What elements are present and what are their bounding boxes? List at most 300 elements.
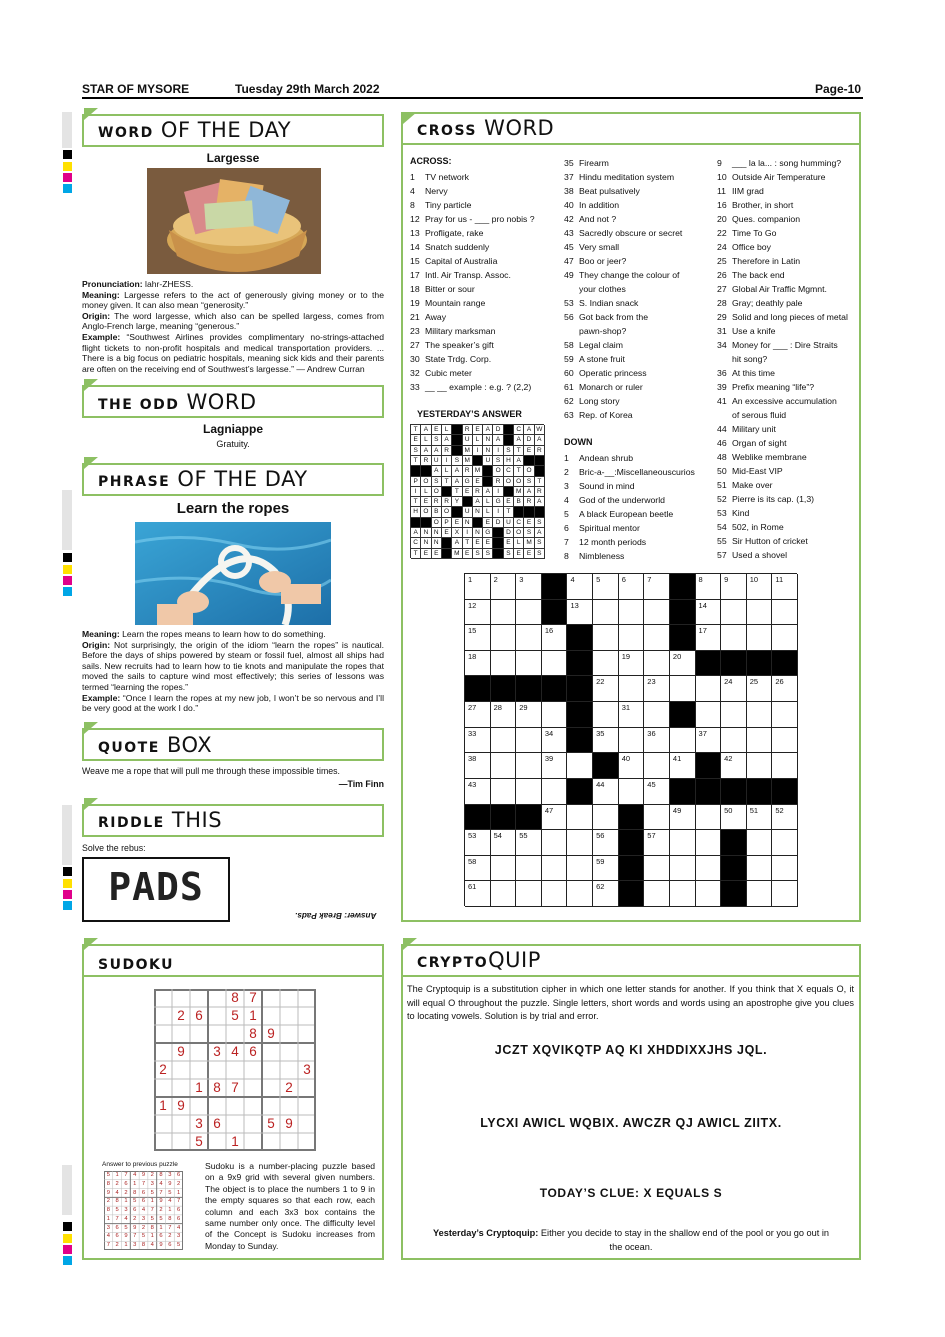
clue-text: Boo or jeer?	[579, 256, 627, 266]
clue-text: State Trdg. Corp.	[425, 354, 492, 364]
crossword-cell[interactable]: 42	[721, 753, 747, 779]
sudoku-cell[interactable]	[244, 1061, 262, 1079]
answer-letter: H	[411, 507, 421, 517]
answer-block	[524, 456, 534, 466]
crossword-cell[interactable]	[491, 651, 517, 677]
crossword-cell[interactable]	[542, 779, 568, 805]
crossword-cell[interactable]: 11	[772, 574, 798, 600]
sudoku-cell[interactable]	[154, 1115, 172, 1133]
clue-number: 4	[564, 495, 569, 505]
answer-letter: A	[514, 456, 524, 466]
sudoku-cell: 6	[133, 1207, 137, 1214]
sudoku-cell[interactable]	[172, 1025, 190, 1043]
crossword-cell[interactable]	[721, 600, 747, 626]
sudoku-cell[interactable]	[262, 1007, 280, 1025]
crossword-cell[interactable]: 4	[567, 574, 593, 600]
crossword-cell[interactable]	[567, 805, 593, 831]
clue-text: your clothes	[579, 284, 626, 294]
clue-item	[410, 268, 511, 282]
crossword-cell[interactable]: 22	[593, 676, 619, 702]
crossword-cell[interactable]	[772, 600, 798, 626]
crossword-cell[interactable]	[593, 600, 619, 626]
crossword-cell[interactable]: 45	[644, 779, 670, 805]
crossword-cell[interactable]: 9	[721, 574, 747, 600]
crossword-cell[interactable]: 6	[619, 574, 645, 600]
sudoku-cell[interactable]	[262, 1043, 280, 1061]
crossword-cell[interactable]	[772, 728, 798, 754]
crossword-cell[interactable]: 19	[619, 651, 645, 677]
sudoku-cell[interactable]	[154, 1079, 172, 1097]
sudoku-cell[interactable]	[208, 1007, 226, 1025]
crossword-block	[772, 779, 798, 805]
sudoku-cell[interactable]	[208, 989, 226, 1007]
crossword-cell[interactable]	[491, 600, 517, 626]
crossword-cell[interactable]	[747, 600, 773, 626]
crossword-cell[interactable]	[593, 625, 619, 651]
crossword-cell[interactable]	[644, 753, 670, 779]
crossword-cell[interactable]: 23	[644, 676, 670, 702]
crossword-cell[interactable]	[567, 881, 593, 907]
answer-letter: A	[421, 425, 431, 435]
crossword-cell[interactable]	[747, 830, 773, 856]
crossword-cell[interactable]	[491, 881, 517, 907]
sudoku-cell[interactable]	[280, 1061, 298, 1079]
sudoku-cell[interactable]: 9	[267, 1026, 275, 1041]
answer-letter: T	[463, 538, 473, 548]
crossword-cell[interactable]	[747, 625, 773, 651]
crossword-cell[interactable]: 8	[696, 574, 722, 600]
crossword-block	[567, 702, 593, 728]
sudoku-cell[interactable]	[262, 1079, 280, 1097]
answer-letter: E	[524, 549, 534, 559]
sudoku-cell[interactable]: 6	[195, 1008, 203, 1023]
crossword-cell[interactable]	[696, 881, 722, 907]
clue-text: Cubic meter	[425, 368, 472, 378]
crossword-cell[interactable]	[516, 651, 542, 677]
sudoku-cell[interactable]: 4	[231, 1044, 239, 1059]
clue-item	[410, 254, 497, 268]
crossword-cell[interactable]: 7	[644, 574, 670, 600]
sudoku-cell[interactable]	[262, 1061, 280, 1079]
riddle-answer-inverted: Answer: Break Pads.	[295, 911, 377, 920]
crossword-cell[interactable]: 2	[491, 574, 517, 600]
crossword-cell[interactable]: 29	[516, 702, 542, 728]
sudoku-cell[interactable]	[154, 1007, 172, 1025]
sudoku-cell[interactable]	[154, 1025, 172, 1043]
quote-text: Weave me a rope that will pull me through these impossible times.	[82, 766, 341, 776]
answer-letter: R	[535, 446, 545, 456]
crossword-cell[interactable]: 39	[542, 753, 568, 779]
sudoku-cell[interactable]: 2	[159, 1062, 167, 1077]
sudoku-cell[interactable]	[226, 1061, 244, 1079]
sudoku-cell[interactable]	[280, 1097, 298, 1115]
crossword-cell[interactable]	[644, 625, 670, 651]
crossword-cell[interactable]	[542, 881, 568, 907]
sudoku-cell: 7	[159, 1189, 163, 1196]
crossword-cell[interactable]: 24	[721, 676, 747, 702]
sudoku-cell[interactable]: 8	[231, 990, 239, 1005]
clue-number: 51	[717, 480, 727, 490]
crossword-cell[interactable]	[619, 676, 645, 702]
crossword-cell[interactable]: 34	[542, 728, 568, 754]
crossword-cell[interactable]	[747, 881, 773, 907]
clue-item	[717, 520, 784, 534]
sudoku-cell[interactable]: 7	[249, 990, 257, 1005]
sudoku-cell[interactable]	[208, 1097, 226, 1115]
crossword-block	[567, 676, 593, 702]
crossword-cell[interactable]	[747, 728, 773, 754]
answer-letter: R	[442, 497, 452, 507]
crossword-cell[interactable]: 35	[593, 728, 619, 754]
crossword-cell[interactable]	[491, 728, 517, 754]
crossword-cell[interactable]	[593, 651, 619, 677]
answer-letter: N	[463, 518, 473, 528]
clue-item	[717, 212, 800, 226]
crossword-cell[interactable]	[491, 625, 517, 651]
crossword-cell[interactable]: 40	[619, 753, 645, 779]
crossword-cell[interactable]	[670, 856, 696, 882]
answer-letter: D	[524, 435, 534, 445]
crossword-cell[interactable]: 5	[593, 574, 619, 600]
sudoku-cell: 1	[133, 1180, 137, 1187]
answer-block	[504, 487, 514, 497]
crossword-cell[interactable]: 15	[465, 625, 491, 651]
clue-text: Time To Go	[732, 228, 777, 238]
crossword-cell[interactable]	[567, 753, 593, 779]
clue-item	[564, 226, 682, 240]
answer-letter: O	[514, 528, 524, 538]
sudoku-cell[interactable]	[298, 1097, 316, 1115]
crossword-cell[interactable]: 13	[567, 600, 593, 626]
answer-letter: E	[463, 487, 473, 497]
crossword-cell[interactable]	[619, 600, 645, 626]
crossword-cell[interactable]: 38	[465, 753, 491, 779]
crossword-cell[interactable]: 57	[644, 830, 670, 856]
crossword-cell[interactable]: 58	[465, 856, 491, 882]
clue-item	[564, 310, 648, 324]
clue-text: 12 month periods	[579, 537, 647, 547]
sudoku-cell[interactable]	[172, 1115, 190, 1133]
answer-letter: X	[452, 528, 462, 538]
sudoku-cell[interactable]	[298, 1079, 316, 1097]
crossword-cell[interactable]	[491, 779, 517, 805]
sudoku-cell[interactable]: 8	[249, 1026, 257, 1041]
answer-letter: E	[524, 518, 534, 528]
crossword-cell[interactable]: 54	[491, 830, 517, 856]
clue-number: 50	[717, 466, 727, 476]
crossword-cell[interactable]	[696, 856, 722, 882]
sudoku-cell[interactable]	[190, 1043, 208, 1061]
crossword-cell[interactable]	[567, 856, 593, 882]
sudoku-cell[interactable]: 2	[177, 1008, 185, 1023]
clue-number: 28	[717, 298, 727, 308]
clue-item	[717, 310, 848, 324]
crossword-cell[interactable]	[619, 728, 645, 754]
sudoku-cell[interactable]: 3	[303, 1062, 311, 1077]
answer-letter: A	[452, 538, 462, 548]
answer-letter: L	[483, 497, 493, 507]
sudoku-cell[interactable]	[298, 1025, 316, 1043]
crossword-cell[interactable]: 43	[465, 779, 491, 805]
sudoku-cell: 1	[115, 1172, 119, 1178]
crossword-block	[670, 574, 696, 600]
sudoku-cell[interactable]	[208, 1061, 226, 1079]
sudoku-cell[interactable]: 6	[213, 1116, 221, 1131]
answer-block	[483, 466, 493, 476]
sudoku-cell[interactable]	[298, 1115, 316, 1133]
crossword-cell[interactable]	[721, 625, 747, 651]
sudoku-cell: 2	[168, 1233, 172, 1240]
sudoku-cell: 5	[150, 1215, 154, 1222]
sudoku-cell[interactable]: 9	[177, 1098, 185, 1113]
crossword-cell[interactable]: 20	[670, 651, 696, 677]
crossword-cell[interactable]: 37	[696, 728, 722, 754]
sudoku-cell[interactable]	[262, 989, 280, 1007]
sudoku-cell: 7	[176, 1198, 181, 1205]
crossword-cell[interactable]	[542, 856, 568, 882]
sudoku-cell[interactable]	[280, 1133, 298, 1151]
clue-item	[564, 451, 633, 465]
answer-block	[421, 518, 431, 528]
sudoku-cell[interactable]	[226, 1097, 244, 1115]
crossword-cell[interactable]	[772, 753, 798, 779]
crossword-cell[interactable]	[747, 753, 773, 779]
phrase-of-day-title: PHRASE OF THE DAY	[98, 467, 308, 491]
sudoku-cell[interactable]	[190, 1025, 208, 1043]
crossword-cell[interactable]	[516, 625, 542, 651]
sudoku-cell: 4	[150, 1242, 154, 1249]
crossword-cell[interactable]: 25	[747, 676, 773, 702]
crossword-cell[interactable]	[772, 625, 798, 651]
clue-item	[564, 521, 640, 535]
clue-text: Operatic princess	[579, 368, 647, 378]
crossword-cell[interactable]: 10	[747, 574, 773, 600]
crossword-cell[interactable]	[747, 856, 773, 882]
crossword-cell[interactable]	[772, 881, 798, 907]
clue-number: 19	[410, 298, 420, 308]
crossword-cell[interactable]	[516, 728, 542, 754]
answer-letter: I	[493, 487, 503, 497]
crossword-cell[interactable]: 31	[619, 702, 645, 728]
sudoku-cell[interactable]: 9	[177, 1044, 185, 1059]
clue-item	[564, 198, 619, 212]
sudoku-cell[interactable]	[280, 1007, 298, 1025]
crossword-cell[interactable]	[644, 702, 670, 728]
crossword-cell[interactable]: 1	[465, 574, 491, 600]
crossword-cell[interactable]	[516, 856, 542, 882]
answer-block	[483, 477, 493, 487]
sudoku-cell: 9	[159, 1198, 163, 1205]
sudoku-cell[interactable]: 3	[195, 1116, 203, 1131]
crossword-cell[interactable]	[670, 830, 696, 856]
crossword-cell[interactable]: 16	[542, 625, 568, 651]
crossword-cell[interactable]	[644, 805, 670, 831]
crossword-cell[interactable]	[696, 702, 722, 728]
crossword-cell[interactable]: 49	[670, 805, 696, 831]
crossword-cell[interactable]	[619, 779, 645, 805]
sudoku-cell[interactable]: 6	[249, 1044, 257, 1059]
crossword-cell[interactable]: 14	[696, 600, 722, 626]
crossword-cell[interactable]: 36	[644, 728, 670, 754]
crossword-cell[interactable]: 44	[593, 779, 619, 805]
sudoku-cell[interactable]	[154, 1133, 172, 1151]
sudoku-cell[interactable]: 3	[213, 1044, 221, 1059]
crossword-cell[interactable]	[721, 728, 747, 754]
sudoku-cell[interactable]	[280, 989, 298, 1007]
clue-text: In addition	[579, 200, 620, 210]
answer-block	[493, 528, 503, 538]
clue-number: 53	[564, 298, 574, 308]
sudoku-cell: 2	[124, 1189, 128, 1196]
crossword-cell[interactable]	[593, 805, 619, 831]
crossword-cell[interactable]	[696, 830, 722, 856]
crossword-cell[interactable]: 47	[542, 805, 568, 831]
sudoku-cell[interactable]: 1	[195, 1080, 203, 1095]
clue-text: Pray for us - ___ pro nobis ?	[425, 214, 535, 224]
crossword-cell[interactable]: 51	[747, 805, 773, 831]
crossword-cell[interactable]: 56	[593, 830, 619, 856]
crossword-cell[interactable]	[542, 830, 568, 856]
crossword-cell[interactable]	[516, 600, 542, 626]
sudoku-cell[interactable]	[298, 1043, 316, 1061]
clue-number: 8	[410, 200, 415, 210]
crossword-cell[interactable]: 53	[465, 830, 491, 856]
crossword-cell[interactable]	[772, 702, 798, 728]
crossword-cell[interactable]	[542, 702, 568, 728]
crossword-cell[interactable]	[516, 753, 542, 779]
crossword-cell[interactable]	[721, 702, 747, 728]
sudoku-cell[interactable]	[244, 1097, 262, 1115]
crossword-cell[interactable]	[670, 728, 696, 754]
sudoku-cell[interactable]	[154, 1043, 172, 1061]
sudoku-cell[interactable]	[244, 1079, 262, 1097]
crossword-cell[interactable]	[644, 881, 670, 907]
sudoku-cell[interactable]	[208, 1133, 226, 1151]
sudoku-cell[interactable]	[244, 1133, 262, 1151]
clue-text: Rep. of Korea	[579, 410, 633, 420]
answer-letter: S	[535, 538, 545, 548]
answer-letter: E	[473, 425, 483, 435]
sudoku-cell[interactable]: 2	[285, 1080, 293, 1095]
crossword-cell[interactable]	[644, 600, 670, 626]
sudoku-cell[interactable]	[280, 1043, 298, 1061]
crossword-cell[interactable]	[491, 856, 517, 882]
crossword-cell[interactable]: 62	[593, 881, 619, 907]
sudoku-cell[interactable]: 5	[267, 1116, 275, 1131]
sudoku-cell[interactable]: 5	[195, 1134, 203, 1149]
sudoku-cell[interactable]	[190, 1097, 208, 1115]
crossword-cell[interactable]	[747, 702, 773, 728]
sudoku-cell[interactable]	[262, 1097, 280, 1115]
riddle-prompt: Solve the rebus:	[82, 843, 146, 853]
sudoku-cell[interactable]	[226, 1115, 244, 1133]
sudoku-cell: 5	[176, 1242, 181, 1249]
sudoku-cell: 4	[176, 1224, 181, 1231]
sudoku-cell[interactable]: 9	[285, 1116, 293, 1131]
crossword-cell[interactable]: 26	[772, 676, 798, 702]
crossword-cell[interactable]: 12	[465, 600, 491, 626]
sudoku-cell[interactable]	[226, 1025, 244, 1043]
clue-number: 45	[564, 242, 574, 252]
sudoku-cell[interactable]	[190, 989, 208, 1007]
crossword-cell[interactable]: 18	[465, 651, 491, 677]
crossword-cell[interactable]: 59	[593, 856, 619, 882]
sudoku-cell[interactable]	[208, 1025, 226, 1043]
clue-number: 10	[717, 172, 727, 182]
sudoku-cell[interactable]: 5	[231, 1008, 239, 1023]
crossword-cell[interactable]: 33	[465, 728, 491, 754]
sudoku-cell[interactable]: 1	[159, 1098, 167, 1113]
crossword-cell[interactable]	[772, 830, 798, 856]
crossword-cell[interactable]	[542, 651, 568, 677]
crossword-cell[interactable]	[491, 753, 517, 779]
sudoku-cell[interactable]	[154, 989, 172, 1007]
answer-letter: O	[432, 487, 442, 497]
crossword-cell[interactable]	[696, 805, 722, 831]
sudoku-cell[interactable]	[262, 1133, 280, 1151]
sudoku-cell[interactable]	[298, 1133, 316, 1151]
crossword-cell[interactable]	[696, 676, 722, 702]
crossword-cell[interactable]	[516, 881, 542, 907]
crossword-cell[interactable]: 52	[772, 805, 798, 831]
clue-item	[564, 212, 616, 226]
sudoku-cell[interactable]	[172, 1133, 190, 1151]
crossword-cell[interactable]: 61	[465, 881, 491, 907]
crossword-cell[interactable]: 28	[491, 702, 517, 728]
sudoku-cell[interactable]	[280, 1025, 298, 1043]
crossword-cell[interactable]: 27	[465, 702, 491, 728]
crossword-cell[interactable]: 3	[516, 574, 542, 600]
crossword-cell[interactable]	[670, 676, 696, 702]
sudoku-cell[interactable]: 7	[231, 1080, 239, 1095]
clue-item	[564, 549, 624, 563]
answer-letter: O	[524, 466, 534, 476]
crossword-cell[interactable]	[644, 651, 670, 677]
crossword-cell[interactable]: 55	[516, 830, 542, 856]
sudoku-cell[interactable]: 8	[213, 1080, 221, 1095]
sudoku-cell[interactable]	[244, 1115, 262, 1133]
sudoku-cell[interactable]	[298, 989, 316, 1007]
crossword-title: CROSS WORD	[417, 116, 555, 140]
answer-letter: E	[524, 446, 534, 456]
answer-letter: E	[504, 538, 514, 548]
crossword-cell[interactable]: 50	[721, 805, 747, 831]
crossword-cell[interactable]	[593, 702, 619, 728]
sudoku-cell[interactable]	[298, 1007, 316, 1025]
sudoku-cell[interactable]: 1	[249, 1008, 257, 1023]
clue-item	[717, 184, 764, 198]
crossword-cell[interactable]	[619, 625, 645, 651]
clue-number: 48	[717, 452, 727, 462]
crossword-cell[interactable]	[670, 881, 696, 907]
crossword-cell[interactable]	[567, 830, 593, 856]
crossword-block	[721, 830, 747, 856]
sudoku-cell[interactable]	[172, 989, 190, 1007]
answer-letter: E	[504, 497, 514, 507]
crossword-cell[interactable]	[772, 856, 798, 882]
sudoku-cell[interactable]	[172, 1061, 190, 1079]
crossword-cell[interactable]	[516, 779, 542, 805]
crossword-cell[interactable]	[644, 856, 670, 882]
crossword-cell[interactable]: 17	[696, 625, 722, 651]
sudoku-cell[interactable]	[172, 1079, 190, 1097]
down-label: DOWN	[564, 437, 593, 447]
answer-letter: E	[483, 538, 493, 548]
sudoku-cell[interactable]	[190, 1061, 208, 1079]
crossword-cell[interactable]: 41	[670, 753, 696, 779]
sudoku-cell[interactable]: 1	[231, 1134, 239, 1149]
answer-letter: R	[493, 477, 503, 487]
